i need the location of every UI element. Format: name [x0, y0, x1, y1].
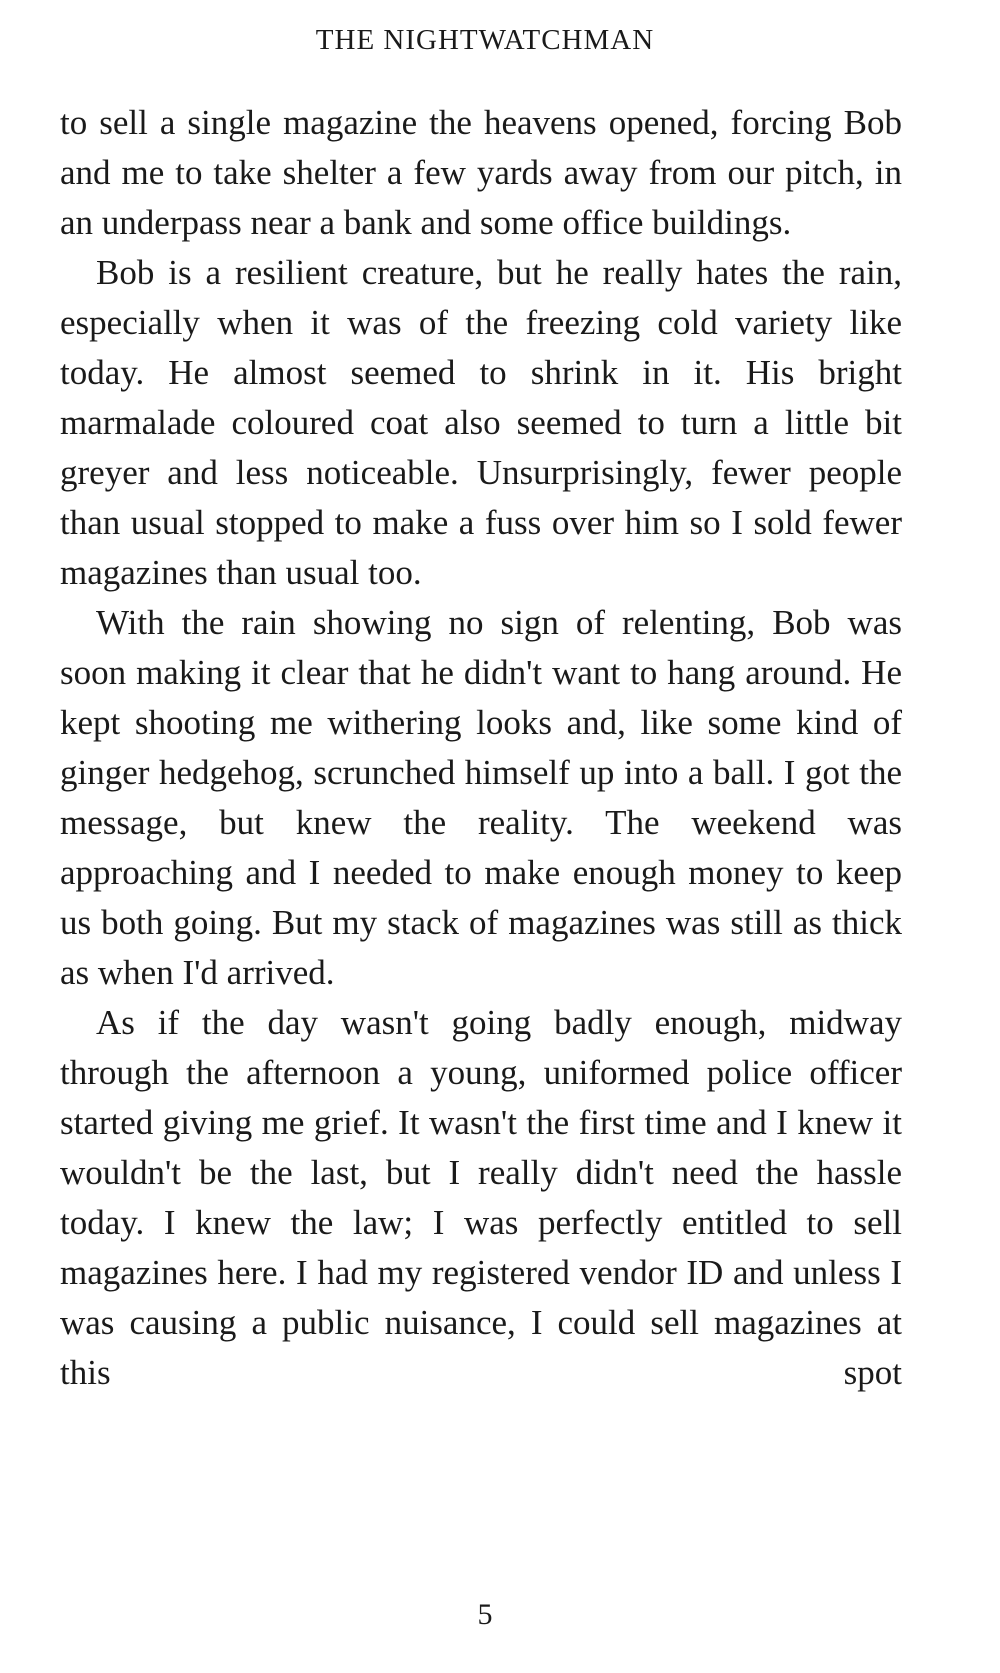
running-head: THE NIGHTWATCHMAN	[315, 24, 655, 56]
page-number: 5	[477, 1598, 493, 1631]
paragraph-1: to sell a single magazine the heavens opened, forcing Bob and me to take shelter a few yards away from our pitch, in an underpass near a bank and some office buildings.	[60, 103, 902, 242]
paragraph-4: As if the day wasn't going badly enough, midway through the afternoon a young, uniformed police officer started giving me grief. It wasn't the first time and I knew it wouldn't be the last, but I really didn't need the hassle today. I knew the law; I was perfectly entitled to sell magazines here. I had my registered vendor ID and unless I was causing a public nuisance, I could sell magazines at this spot	[60, 1003, 902, 1392]
body-text	[60, 98, 902, 1398]
paragraph-3: With the rain showing no sign of relenting, Bob was soon making it clear that he didn't want to hang around. He kept shooting me withering looks and, like some kind of ginger hedgehog, scrunched himself up into a ball. I got the message, but knew the reality. The weekend was approaching and I needed to make enough money to keep us both going. But my stack of magazines was still as thick as when I'd arrived.	[60, 603, 902, 992]
paragraph-2: Bob is a resilient creature, but he really hates the rain, especially when it was of the freezing cold variety like today. He almost seemed to shrink in it. His bright marmalade coloured coat also seemed to turn a little bit greyer and less noticeable. Unsurprisingly, fewer people than usual stopped to make a fuss over him so I sold fewer magazines than usual too.	[60, 253, 902, 592]
